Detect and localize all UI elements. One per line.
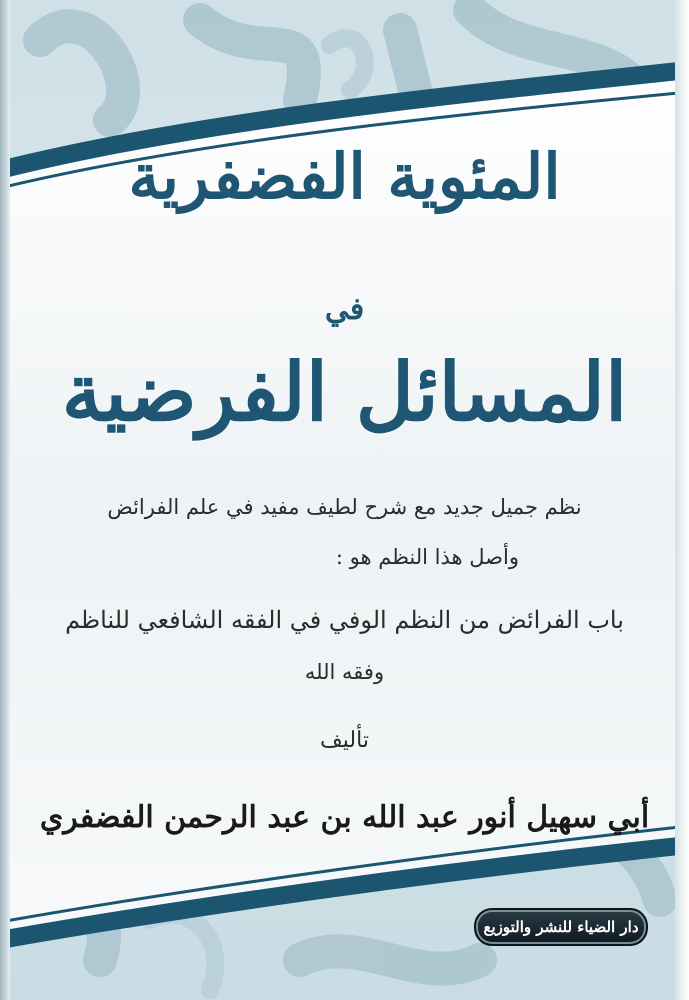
authorship-label: تأليف bbox=[320, 728, 369, 753]
subtitle-line2: وأصل هذا النظم هو : bbox=[335, 545, 519, 569]
publisher-name: دار الضياء للنشر والتوزيع bbox=[483, 918, 639, 936]
book-title-line2: المسائل الفرضية bbox=[61, 345, 628, 439]
book-title-line1: المئوية الفضفرية bbox=[128, 140, 561, 213]
title-connector: في bbox=[324, 292, 365, 327]
subtitle-line3: باب الفرائض من النظم الوفي في الفقه الشافعي للناظم bbox=[65, 606, 624, 634]
subtitle-line4: وفقه الله bbox=[304, 660, 385, 684]
subtitle-line1: نظم جميل جديد مع شرح لطيف مفيد في علم الفرائض bbox=[107, 495, 582, 519]
publisher-badge bbox=[474, 908, 648, 946]
author-name: أبي سهيل أنور عبد الله بن عبد الرحمن الفضفري bbox=[39, 800, 650, 835]
